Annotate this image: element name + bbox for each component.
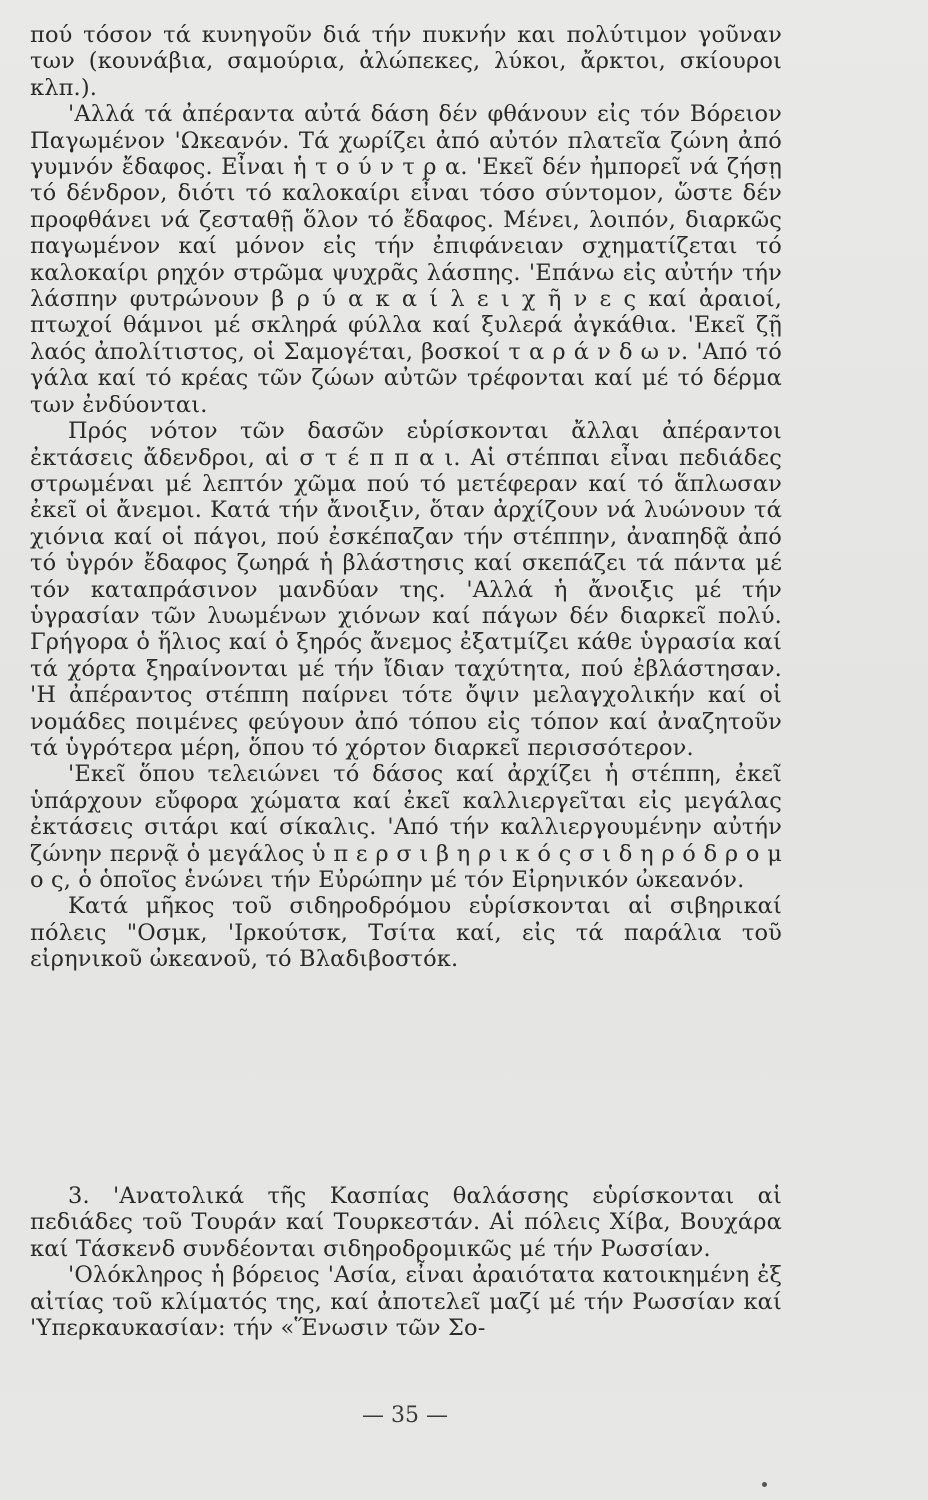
body-text-top [30,22,782,973]
paragraph: Κατά μῆκος τοῦ σιδηροδρόμου εὑρίσκονται αἱ σιβηρικαί πόλεις "Οσμκ, 'Ιρκούτσκ, Τσίτα καί, εἰς τά παράλια τοῦ εἰρηνικοῦ ὠκεανοῦ, τό Βλαδιβοστόκ. [30,893,782,973]
paragraph: πού τόσον τά κυνηγοῦν διά τήν πυκνήν και πολύτιμον γοῦναν των (κουνάβια, σαμούρια, ἀλώπεκες, λύκοι, ἄρκτοι, σκίουροι κλπ.). [30,22,782,101]
paragraph: Πρός νότον τῶν δασῶν εὑρίσκονται ἄλλαι ἀπέραντοι ἐκτάσεις ἄδενδροι, αἱ σ τ έ π π α ι. Αἱ στέππαι εἶναι πεδιάδες στρωμέναι μέ λεπτόν χῶμα πού τό μετέφεραν καί τό ἅπλωσαν ἐκεῖ οἱ ἄνεμοι. Κατά τήν ἄνοιξιν, ὅταν ἀρχίζουν νά λυώνουν τά χιόνια καί οἱ πάγοι, πού ἐσκέπαζαν τήν στέππην, ἀναπηδᾷ ἀπό τό ὑγρόν ἔδαφος ζωηρά ἡ βλάστησις καί σκεπάζει τά πάντα μέ τόν καταπράσινον μανδύαν της. 'Αλλά ἡ ἄνοιξις μέ τήν ὑγρασίαν τῶν λυωμένων χιόνων καί πάγων δέν διαρκεῖ πολύ. Γρήγορα ὁ ἥλιος καί ὁ ξηρός ἄνεμος ἐξατμίζει κάθε ὑγρασία καί τά χόρτα ξηραίνονται μέ τήν ἴδιαν ταχύτητα, πού ἐβλάστησαν. 'Η ἀπέραντος στέππη παίρνει τότε ὄψιν μελαγχολικήν καί οἱ νομάδες ποιμένες φεύγουν ἀπό τόπου εἰς τόπον καί ἀναζητοῦν τά ὑγρότερα μέρη, ὅπου τό χόρτον διαρκεῖ περισσότερον. [30,418,782,761]
paragraph: 3. 'Ανατολικά τῆς Κασπίας θαλάσσης εὑρίσκονται αἱ πεδιάδες τοῦ Τουράν καί Τουρκεστάν. Αἱ πόλεις Χίβα, Βουχάρα καί Τάσκενδ συνδέονται σιδηροδρομικῶς μέ τήν Ρωσσίαν. [30,1183,782,1262]
ink-speck [762,1482,767,1487]
paragraph: 'Εκεῖ ὅπου τελειώνει τό δάσος καί ἀρχίζει ἡ στέππη, ἐκεῖ ὑπάρχουν εὔφορα χώματα καί ἐκεῖ καλλιεργεῖται εἰς μεγάλας ἐκτάσεις σιτάρι καί σίκαλις. 'Από τήν καλλιεργουμένην αὐτήν ζώνην περνᾷ ὁ μεγάλος ὑ π ε ρ σ ι β η ρ ι κ ό ς σ ι δ η ρ ό δ ρ ο μ ο ς, ὁ ὁποῖος ἑνώνει τήν Εὐρώπην μέ τόν Εἰρηνικόν ὠκεανόν. [30,761,782,893]
paragraph: 'Ολόκληρος ἡ βόρειος 'Ασία, εἶναι ἀραιότατα κατοικημένη ἐξ αἰτίας τοῦ κλίματός της, καί ἀποτελεῖ μαζί μέ τήν Ρωσσίαν καί 'Υπερκαυκασίαν: τήν «Ἕνωσιν τῶν Σο- [30,1262,782,1342]
paragraph: 'Αλλά τά ἀπέραντα αὐτά δάση δέν φθάνουν εἰς τόν Βόρειον Παγωμένον 'Ωκεανόν. Τά χωρίζει ἀπό αὐτόν πλατεῖα ζώνη ἀπό γυμνόν ἔδαφος. Εἶναι ἡ τ ο ύ ν τ ρ α. 'Εκεῖ δέν ἠμπορεῖ νά ζήσῃ τό δένδρον, διότι τό καλοκαίρι εἶναι τόσο σύντομον, ὥστε δέν προφθάνει νά ζεσταθῇ ὅλον τό ἔδαφος. Μένει, λοιπόν, διαρκῶς παγωμένον καί μόνον εἰς τήν ἐπιφάνειαν σχηματίζεται τό καλοκαίρι ρηχόν στρῶμα ψυχρᾶς λάσπης. 'Επάνω εἰς αὐτήν τήν λάσπην φυτρώνουν β ρ ύ α κ α ί λ ε ι χ ῆ ν ε ς καί ἀραιοί, πτωχοί θάμνοι μέ σκληρά φύλλα καί ξυλερά ἀγκάθια. 'Εκεῖ ζῇ λαός ἀπολίτιστος, οἱ Σαμογέται, βοσκοί τ α ρ ά ν δ ω ν. 'Από τό γάλα καί τό κρέας τῶν ζώων αὐτῶν τρέφονται καί μέ τό δέρμα των ἐνδύονται. [30,101,782,418]
page-number: — 35 — [362,1403,448,1428]
body-text-bottom [30,1183,782,1341]
